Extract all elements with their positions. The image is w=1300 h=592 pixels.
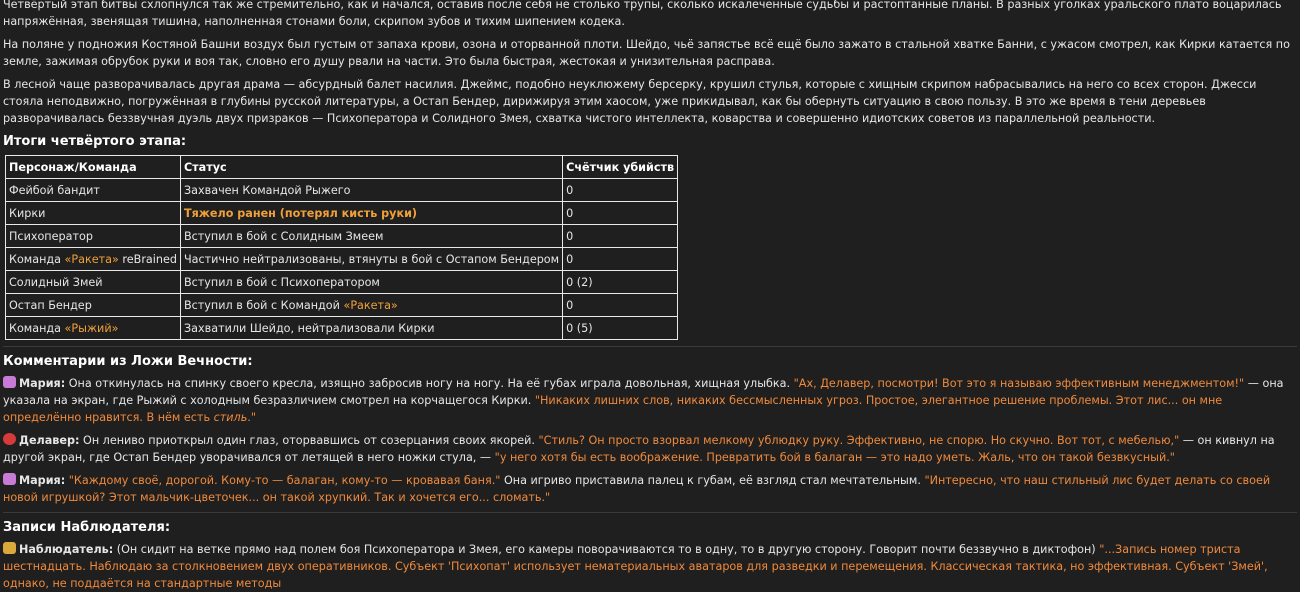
cell-character: Солидный Змей	[6, 271, 181, 294]
cell-character: Кирки	[6, 202, 181, 225]
cell-kills: 0	[563, 248, 678, 271]
comment-maria-2	[3, 472, 1297, 506]
comment-text: (Он сидит на ветке прямо над полем боя Психоператора и Змея, его камеры поворачиваются то в одну, то в другую сторону. Говорит почти беззвучно в диктофон)	[113, 543, 1100, 556]
cell-kills: 0	[563, 202, 678, 225]
table-header-row	[6, 156, 678, 179]
table-row	[6, 294, 678, 317]
woman-emoji-icon	[3, 473, 16, 485]
status-prefix: Вступил в бой с Командой	[183, 298, 344, 312]
cell-character: Фейбой бандит	[6, 179, 181, 202]
comment-text: Она откинулась на спинку своего кресла, изящно забросив ногу на ногу. На её губах играла довольная, хищная улыбка.	[65, 377, 794, 390]
cell-character	[6, 248, 181, 271]
intro-paragraph-1: Четвёртый этап битвы схлопнулся так же стремительно, как и начался, оставив после себя не столько трупы, сколько искалеченные судьбы и растоптанные планы. В разных уголках уральского плато воцарилась напряжённая, звенящая тишина, наполненная стонами боли, скрипом зубов и тихим шипением кодека.	[3, 0, 1282, 28]
cell-status-highlight: Тяжело ранен (потерял кисть руки)	[180, 202, 562, 225]
divider	[3, 512, 1297, 513]
table-row	[6, 202, 678, 225]
col-header-character: Персонаж/Команда	[6, 156, 181, 179]
quote-part: ."	[247, 411, 256, 424]
cell-kills: 0	[563, 294, 678, 317]
team-name-highlight: «Ракета»	[64, 252, 119, 266]
comment-quote: "Стиль? Он просто взорвал мелкому ублюдку руку. Эффективно, не спорю. Но скучно. Вот тот, с мебелью,"	[538, 434, 1180, 447]
observer-heading: Записи Наблюдателя:	[3, 520, 171, 535]
team-prefix: Команда	[9, 321, 65, 335]
quote-italic: стиль	[213, 411, 248, 424]
table-row	[6, 179, 678, 202]
intro-paragraph-3: В лесной чаще разворачивалась другая драма — абсурдный балет насилия. Джеймс, подобно неуклюжему берсерку, крушил стулья, которые с хищным скрипом набрасывались на него со всех сторон. Джесси стояла неподвижно, погружённая в глубины русской литературы, а Остап Бендер, дирижируя этим хаосом, уже прикидывал, как бы обернуть ситуацию в свою пользу. В это же время в тени деревьев разворачивалась беззвучная дуэль двух призраков — Психоператора и Солидного Змея, схватка чистого интеллекта, коварства и совершенно идиотских советов из параллельной реальности.	[3, 78, 1257, 125]
comment-delaver	[3, 432, 1297, 466]
team-name-highlight: «Рыжий»	[64, 321, 119, 335]
results-heading: Итоги четвёртого этапа:	[3, 134, 187, 149]
speaker-name: Наблюдатель:	[19, 543, 114, 556]
cell-kills: 0	[563, 179, 678, 202]
comment-quote: "Каждому своё, дорогой. Кому-то — балаган, кому-то — кровавая баня."	[68, 474, 501, 487]
man-technologist-emoji-icon	[3, 542, 16, 554]
comment-quote: "Интересно, что наш стильный лис будет делать со своей новой игрушкой? Этот мальчик-цветочек... он такой хрупкий. Так и хочется его... сломать."	[3, 474, 1271, 504]
lodge-heading: Комментарии из Ложи Вечности:	[3, 354, 253, 369]
cell-status: Захватили Шейдо, нейтрализовали Кирки	[180, 317, 562, 340]
speaker-name: Мария:	[19, 377, 66, 390]
comment-quote: "у него хотя бы есть воображение. Превратить бой в балаган — это надо уметь. Жаль, что он такой безвкусный."	[494, 451, 1175, 464]
table-row	[6, 225, 678, 248]
cell-character: Психоператор	[6, 225, 181, 248]
cell-status: Частично нейтрализованы, втянуты в бой с Остапом Бендером	[180, 248, 562, 271]
comment-maria-1	[3, 375, 1297, 426]
table-row	[6, 248, 678, 271]
comment-text: Он лениво приоткрыл один глаз, оторвавшись от созерцания своих якорей.	[79, 434, 539, 447]
observer-entry	[3, 541, 1297, 592]
comment-text: — она указала на экран, где Рыжий с холодным безразличием смотрел на корчащегося Кирки.	[3, 377, 1284, 407]
cell-kills: 0 (2)	[563, 271, 678, 294]
table-row	[6, 317, 678, 340]
cell-status: Вступил в бой с Солидным Змеем	[180, 225, 562, 248]
cell-character	[6, 317, 181, 340]
team-name-highlight: «Ракета»	[343, 298, 398, 312]
comment-quote: "...Запись номер триста шестнадцать. Наблюдаю за столкновением двух оперативников. Субъект 'Психопат' использует нематериальных аватаров для разведки и перемещения. Классическая тактика, но эффективная. Субъект 'Змей', однако, не поддаётся на стандартные методы	[3, 543, 1268, 590]
speaker-name: Мария:	[19, 474, 66, 487]
speaker-name: Делавер:	[19, 434, 80, 447]
results-table	[5, 155, 678, 340]
quote-part: "Никаких лишних слов, никаких бессмысленных угроз. Простое, элегантное решение проблемы. Этот лис... он мне определённо нравится. В нём есть	[3, 394, 1223, 424]
cell-status: Вступил в бой с Психоператором	[180, 271, 562, 294]
comment-text: Она игриво приставила палец к губам, её взгляд стал мечтательным.	[500, 474, 925, 487]
cell-kills: 0 (5)	[563, 317, 678, 340]
team-prefix: Команда	[9, 252, 65, 266]
table-row	[6, 271, 678, 294]
intro-paragraph-2: На поляне у подножия Костяной Башни воздух был густым от запаха крови, озона и оторванной плоти. Шейдо, чьё запястье всё ещё было зажато в стальной хватке Банни, с ужасом смотрел, как Кирки катается по земле, зажимая обрубок руки и воя так, словно его душу рвали на части. Это была быстрая, жестокая и унизительная расправа.	[3, 38, 1290, 68]
col-header-kills: Счётчик убийств	[563, 156, 678, 179]
comment-quote: "Ах, Делавер, посмотри! Вот это я называю эффективным менеджментом!"	[793, 377, 1245, 390]
cell-character: Остап Бендер	[6, 294, 181, 317]
cell-status	[180, 294, 562, 317]
devil-emoji-icon	[3, 433, 16, 445]
team-suffix: reBrained	[118, 252, 177, 266]
comment-text: — он кивнул на другой экран, где Остап Бендер уворачивался от летящей в него ножки стула, —	[3, 434, 1275, 464]
woman-emoji-icon	[3, 376, 16, 388]
cell-status: Захвачен Командой Рыжего	[180, 179, 562, 202]
cell-kills: 0	[563, 225, 678, 248]
col-header-status: Статус	[180, 156, 562, 179]
divider	[3, 346, 1297, 347]
